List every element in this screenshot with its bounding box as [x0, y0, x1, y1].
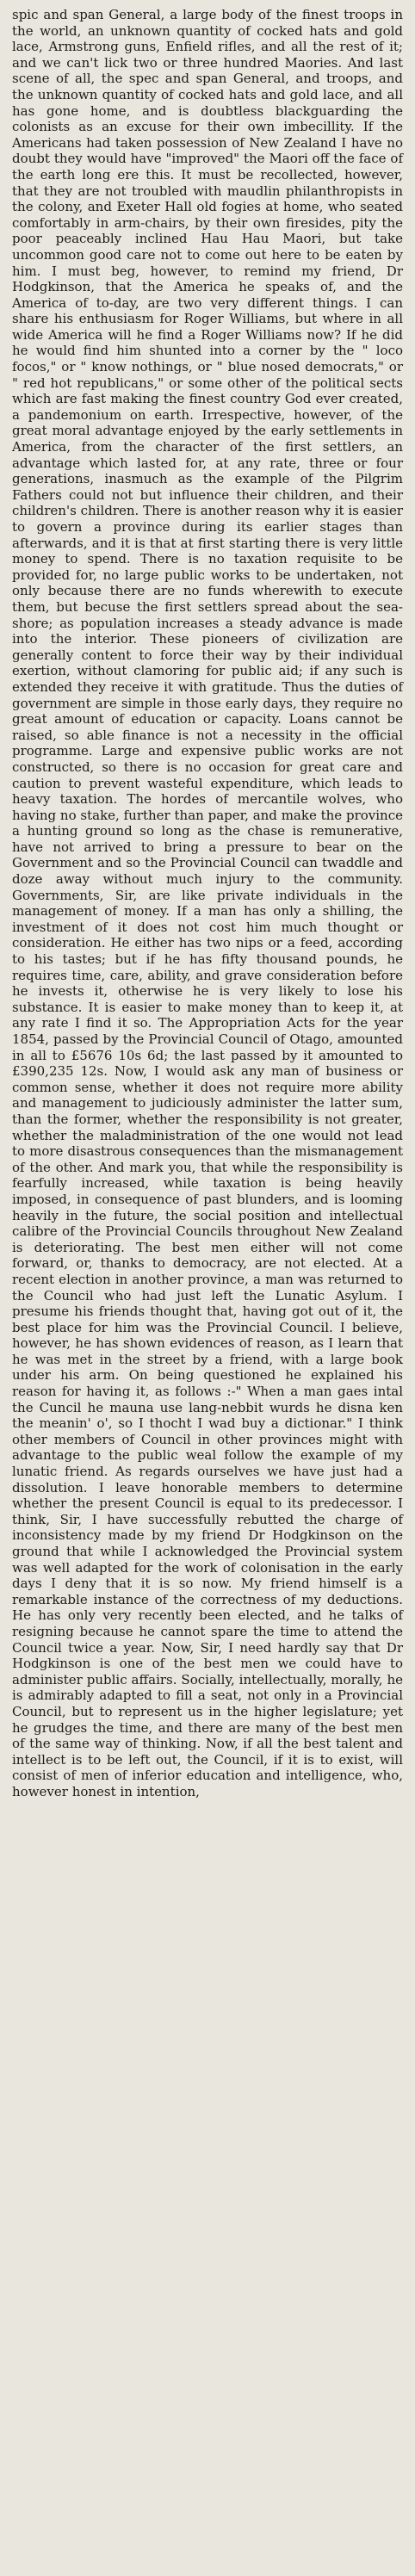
article-column — [12, 7, 403, 1800]
article-paragraph: spic and span General, a large body of the finest troops in the world, an unknown quantity of cocked hats and gold lace, Armstrong guns, Enfield rifles, and all the rest of it; and we can't lick two or three hundred Maories. And last scene of all, the spec and span General, and troops, and the unknown quantity of cocked hats and gold lace, and all has gone home, and is doubtless blackguarding the colonists as an excuse for their own imbecillity. If the Americans had taken possession of New Zealand I have no doubt they would have "improved" the Maori off the face of the earth long ere this. It must be recollected, however, that they are not troubled with maudlin philanthropists in the colony, and Exeter Hall old fogies at home, who seated comfortably in arm-chairs, by their own firesides, pity the poor peaceably inclined Hau Hau Maori, but take uncommon good care not to come out here to be eaten by him. I must beg, however, to remind my friend, Dr Hodgkinson, that the America he speaks of, and the America of to-day, are two very different things. I can share his enthusiasm for Roger Williams, but where in all wide America will he find a Roger Williams now? If he did he would find him shunted into a corner by the " loco focos," or " know nothings, or " blue nosed democrats," or " red hot republicans," or some other of the political sects which are fast making the finest country God ever created, a pandemonium on earth. Irrespective, however, of the great moral advantage enjoyed by the early settlements in America, from the character of the first settlers, an advantage which lasted for, at any rate, three or four generations, inasmuch as the example of the Pilgrim Fathers could not but influence their children, and their children's children. There is another reason why it is easier to govern a province during its earlier stages than afterwards, and it is that at first starting there is very little money to spend. There is no taxation requisite to be provided for, no large public works to be undertaken, not only because there are no funds wherewith to execute them, but becuse the first settlers spread about the sea-shore; as population increases a steady advance is made into the interior. These pioneers of civilization are generally content to force their way by their individual exertion, without clamoring for public aid; if any such is extended they receive it with gratitude. Thus the duties of government are simple in those early days, they require no great amount of education or capacity. Loans cannot be raised, so able finance is not a necessity in the official programme. Large and expensive public works are not constructed, so there is no occasion for great care and caution to prevent wasteful expenditure, which leads to heavy taxation. The hordes of mercantile wolves, who having no stake, further than paper, and make the province a hunting ground so long as the chase is remunerative, have not arrived to bring a pressure to bear on the Government and so the Provincial Council can twaddle and doze away without much injury to the community. Governments, Sir, are like private individuals in the management of money. If a man has only a shilling, the investment of it does not cost him much thought or consideration. He either has two nips or a feed, according to his tastes; but if he has fifty thousand pounds, he requires time, care, ability, and grave consideration before he invests it, otherwise he is very likely to lose his substance. It is easier to make money than to keep it, at any rate I find it so. The Appropriation Acts for the year 1854, passed by the Provincial Council of Otago, amounted in all to £5676 10s 6d; the last passed by it amounted to £390,235 12s. Now, I would ask any man of business or common sense, whether it does not require more ability and management to judiciously administer the latter sum, than the former, whether the responsibility is not greater, whether the maladministration of the one would not lead to more disastrous consequences than the mismanagement of the other. And mark you, that while the responsibility is fearfully increased, while taxation is being heavily imposed, in consequence of past blunders, and is looming heavily in the future, the social position and intellectual calibre of the Provincial Councils throughout New Zealand is deteriorating. The best men either will not come forward, or, thanks to democracy, are not elected. At a recent election in another province, a man was returned to the Council who had just left the Lunatic Asylum. I presume his friends thought that, having got out of it, the best place for him was the Provincial Council. I believe, however, he has shown evidences of reason, as I learn that he was met in the street by a friend, with a large book under his arm. On being questioned he explained his reason for having it, as follows :-" When a man gaes intal the Cuncil he mauna use lang-nebbit wurds he disna ken the meanin' o', so I thocht I wad buy a dictionar." I think other members of Council in other provinces might with advantage to the public weal follow the example of my lunatic friend. As regards ourselves we have just had a dissolution. I leave honorable members to determine whether the present Council is equal to its predecessor. I think, Sir, I have successfully rebutted the charge of inconsistency made by my friend Dr Hodgkinson on the ground that while I acknowledged the Provincial system was well adapted for the work of colonisation in the early days I deny that it is so now. My friend himself is a remarkable instance of the correctness of my deductions. He has only very recently been elected, and he talks of resigning because he cannot spare the time to attend the Council twice a year. Now, Sir, I need hardly say that Dr Hodgkinson is one of the best men we could have to administer public affairs. Socially, intellectually, morally, he is admirably adapted to fill a seat, not only in a Provincial Council, but to represent us in the higher legislature; yet he grudges the time, and there are many of the best men of the same way of thinking. Now, if all the best talent and intellect is to be left out, the Council, if it is to exist, will consist of men of inferior education and intelligence, who, however honest in intention, — [12, 7, 403, 1799]
